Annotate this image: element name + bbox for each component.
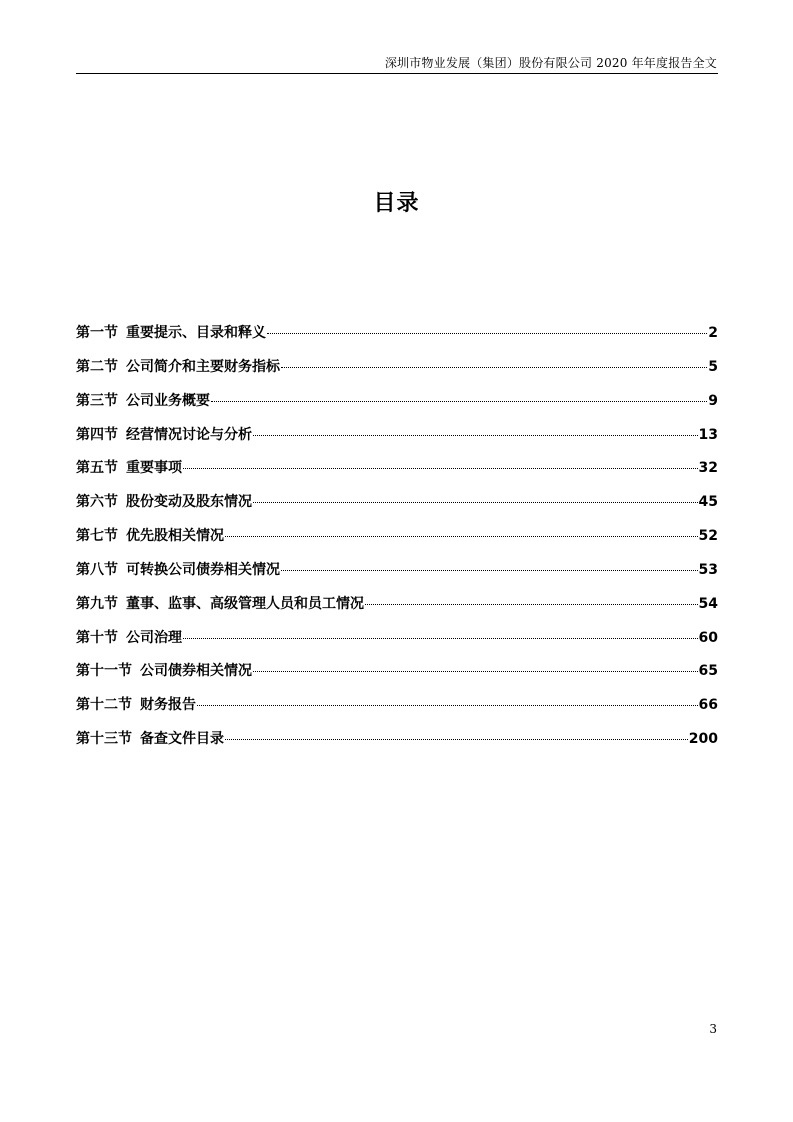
toc-page-number: 13 — [698, 426, 718, 443]
toc-page-number: 65 — [698, 663, 718, 680]
toc-section-title: 公司简介和主要财务指标 — [126, 358, 280, 375]
toc-dot-leader — [197, 705, 698, 706]
toc-section-number: 第八节 — [76, 561, 118, 578]
toc-page-number: 5 — [708, 358, 718, 375]
toc-section-title: 重要事项 — [126, 460, 182, 477]
table-of-contents — [76, 322, 718, 762]
toc-page-number: 66 — [698, 697, 718, 714]
toc-section-title: 可转换公司债券相关情况 — [126, 561, 280, 578]
toc-dot-leader — [225, 536, 698, 537]
toc-entry-section-3[interactable] — [76, 390, 718, 424]
toc-section-title: 财务报告 — [140, 697, 196, 714]
toc-section-number: 第三节 — [76, 392, 118, 409]
toc-section-title: 重要提示、目录和释义 — [126, 325, 266, 341]
toc-section-number: 第五节 — [76, 460, 118, 477]
toc-section-number: 第二节 — [76, 358, 118, 375]
toc-entry-section-5[interactable] — [76, 457, 718, 491]
page-number: 3 — [709, 1022, 717, 1036]
toc-page-number: 60 — [698, 629, 718, 646]
toc-section-number: 第十一节 — [76, 663, 132, 680]
toc-dot-leader — [281, 570, 698, 571]
document-header-title: 深圳市物业发展（集团）股份有限公司 2020 年年度报告全文 — [384, 56, 717, 70]
toc-dot-leader — [253, 502, 698, 503]
toc-entry-section-13[interactable] — [76, 728, 718, 762]
toc-section-title: 备查文件目录 — [140, 731, 224, 748]
toc-section-number: 第九节 — [76, 595, 118, 612]
toc-section-title: 董事、监事、高级管理人员和员工情况 — [126, 595, 364, 612]
toc-section-number: 第十三节 — [76, 731, 132, 748]
toc-page-number: 45 — [698, 494, 718, 511]
toc-dot-leader — [211, 401, 707, 402]
toc-section-number: 第六节 — [76, 494, 118, 511]
toc-page-number: 53 — [698, 561, 718, 578]
toc-section-number: 第十二节 — [76, 697, 132, 714]
toc-section-number: 第七节 — [76, 528, 118, 545]
toc-dot-leader — [183, 638, 698, 639]
toc-page-number: 9 — [708, 392, 718, 409]
toc-dot-leader — [281, 367, 707, 368]
toc-page-number: 54 — [698, 595, 718, 612]
toc-entry-section-6[interactable] — [76, 491, 718, 525]
toc-section-title: 公司治理 — [126, 629, 182, 646]
toc-entry-section-9[interactable] — [76, 593, 718, 627]
toc-entry-section-7[interactable] — [76, 525, 718, 559]
toc-entry-section-11[interactable] — [76, 660, 718, 694]
toc-section-title: 股份变动及股东情况 — [126, 494, 252, 511]
toc-entry-section-4[interactable] — [76, 424, 718, 458]
page-title: 目录 — [373, 191, 420, 216]
toc-page-number: 200 — [688, 731, 718, 748]
toc-entry-section-1[interactable] — [76, 322, 718, 356]
toc-dot-leader — [253, 435, 698, 436]
toc-section-title: 优先股相关情况 — [126, 528, 224, 545]
toc-page-number: 32 — [698, 460, 718, 477]
toc-entry-section-12[interactable] — [76, 694, 718, 728]
toc-section-number: 第一节 — [76, 325, 118, 341]
toc-entry-section-2[interactable] — [76, 356, 718, 390]
toc-section-number: 第四节 — [76, 426, 118, 443]
toc-page-number: 52 — [698, 528, 718, 545]
toc-section-title: 公司债券相关情况 — [140, 663, 252, 680]
header-divider — [76, 73, 718, 74]
toc-dot-leader — [253, 671, 698, 672]
toc-section-title: 经营情况讨论与分析 — [126, 426, 252, 443]
toc-entry-section-8[interactable] — [76, 559, 718, 593]
toc-entry-section-10[interactable] — [76, 627, 718, 661]
toc-page-number: 2 — [708, 325, 718, 341]
toc-dot-leader — [267, 333, 707, 334]
toc-section-number: 第十节 — [76, 629, 118, 646]
toc-dot-leader — [183, 468, 698, 469]
toc-dot-leader — [225, 739, 688, 740]
toc-section-title: 公司业务概要 — [126, 392, 210, 409]
toc-dot-leader — [365, 604, 698, 605]
